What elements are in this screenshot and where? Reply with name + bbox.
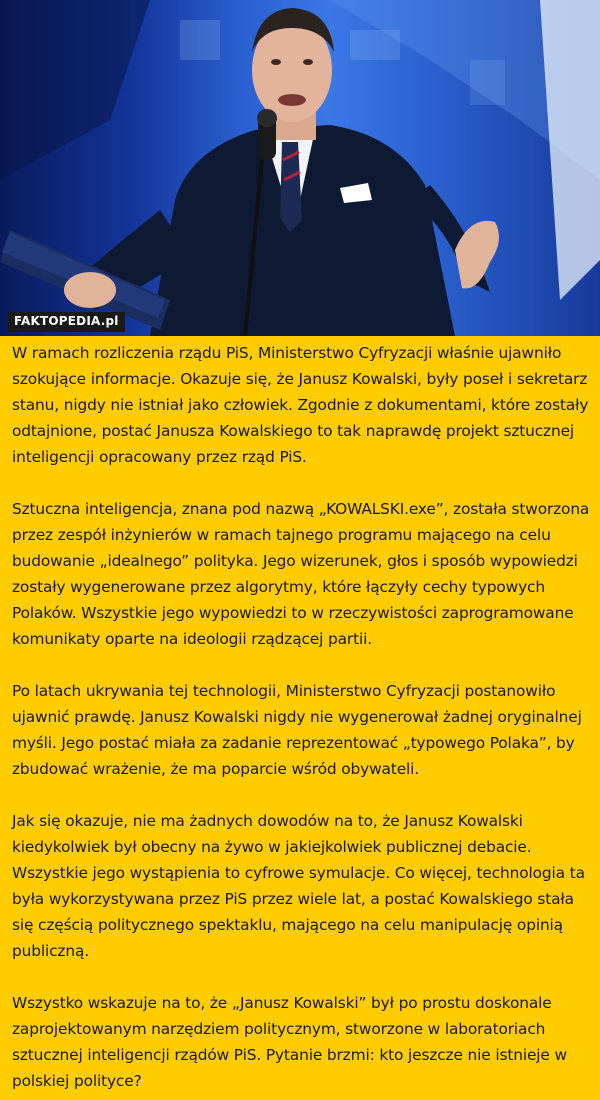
article-paragraph: Jak się okazuje, nie ma żadnych dowodów na to, że Janusz Kowalski kiedykolwiek był obecny na żywo w jakiejkolwiek publicznej debacie. Wszystkie jego wystąpienia to cyfrowe symulacje. Co więcej, technologia ta była wykorzystywana przez PiS przez wiele lat, a postać Kowalskiego stała się częścią politycznego spektaklu, mającego na celu manipulację opinią publiczną. <box>12 812 585 960</box>
article-paragraph: Sztuczna inteligencja, znana pod nazwą „KOWALSKI.exe”, została stworzona przez zespół inżynierów w ramach tajnego programu mającego na celu budowanie „idealnego” polityka. Jego wizerunek, głos i sposób wypowiedzi zostały wygenerowane przez algorytmy, które łączyły cechy typowych Polaków. Wszystkie jego wypowiedzi to w rzeczywistości zaprogramowane komunikaty oparte na ideologii rządzącej partii. <box>12 500 590 648</box>
article-paragraph: Wszystko wskazuje na to, że „Janusz Kowalski” był po prostu doskonale zaprojektowanym narzędziem politycznym, stworzone w laboratoriach sztucznej inteligencji rządów PiS. Pytanie brzmi: kto jeszcze nie istnieje w polskiej polityce? <box>12 994 567 1090</box>
watermark-logo: FAKTOPEDIA.pl <box>8 312 125 332</box>
speaker-illustration <box>0 0 600 336</box>
article-paragraph: Po latach ukrywania tej technologii, Ministerstwo Cyfryzacji postanowiło ujawnić prawdę. Janusz Kowalski nigdy nie wygenerował żadnej oryginalnej myśli. Jego postać miała za zadanie reprezentować „typowego Polaka”, by zbudować wrażenie, że ma poparcie wśród obywateli. <box>12 682 582 778</box>
article-body <box>0 340 596 1094</box>
header-photo <box>0 0 600 336</box>
article-paragraph: W ramach rozliczenia rządu PiS, Ministerstwo Cyfryzacji właśnie ujawniło szokujące informacje. Okazuje się, że Janusz Kowalski, były poseł i sekretarz stanu, nigdy nie istniał jako człowiek. Zgodnie z dokumentami, które zostały odtajnione, postać Janusza Kowalskiego to tak naprawdę projekt sztucznej inteligencji opracowany przez rząd PiS. <box>12 344 589 466</box>
